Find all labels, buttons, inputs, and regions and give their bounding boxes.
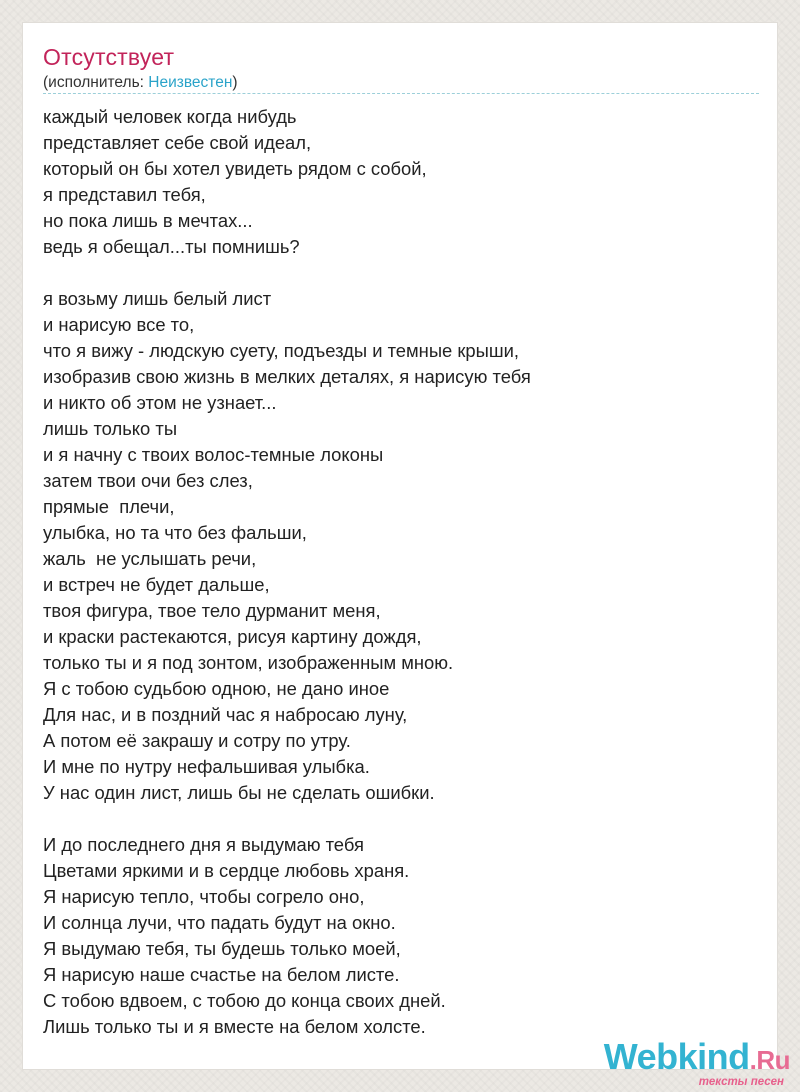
lyric-line: твоя фигура, твое тело дурманит меня, xyxy=(43,600,381,621)
lyric-line: я представил тебя, xyxy=(43,184,206,205)
lyric-line: У нас один лист, лишь бы не сделать ошибки. xyxy=(43,782,435,803)
lyric-line: жаль не услышать речи, xyxy=(43,548,257,569)
lyric-line: и нарисую все то, xyxy=(43,314,195,335)
artist-prefix: (исполнитель: xyxy=(43,74,149,91)
lyric-line: изобразив свою жизнь в мелких деталях, я нарисую тебя xyxy=(43,366,531,387)
brand-tld: .Ru xyxy=(749,1045,790,1075)
lyric-line: А потом её закрашу и сотру по утру. xyxy=(43,730,351,751)
lyric-line: Я нарисую тепло, чтобы согрело оно, xyxy=(43,886,365,907)
lyric-line: и я начну с твоих волос-темные локоны xyxy=(43,444,384,465)
lyric-line: каждый человек когда нибудь xyxy=(43,106,297,127)
lyric-line: С тобою вдвоем, с тобою до конца своих дней. xyxy=(43,990,446,1011)
lyric-line: лишь только ты xyxy=(43,418,178,439)
lyric-line: И мне по нутру нефальшивая улыбка. xyxy=(43,756,370,777)
lyric-line: улыбка, но та что без фальши, xyxy=(43,522,307,543)
lyric-line: только ты и я под зонтом, изображенным мною. xyxy=(43,652,454,673)
lyric-line: затем твои очи без слез, xyxy=(43,470,253,491)
lyric-line: Я с тобою судьбою одною, не дано иное xyxy=(43,678,390,699)
lyric-line: и никто об этом не узнает... xyxy=(43,392,277,413)
brand-name-text: Webkind xyxy=(603,1036,750,1077)
brand-name xyxy=(604,1036,790,1078)
lyric-line: что я вижу - людскую суету, подъезды и темные крыши, xyxy=(43,340,520,361)
song-title: Отсутствует xyxy=(43,44,175,70)
lyric-line: Я нарисую наше счастье на белом листе. xyxy=(43,964,400,985)
stanza xyxy=(43,832,763,1040)
stanza xyxy=(43,286,763,806)
divider xyxy=(43,93,759,94)
lyric-line: И до последнего дня я выдумаю тебя xyxy=(43,834,364,855)
lyric-line: Я выдумаю тебя, ты будешь только моей, xyxy=(43,938,401,959)
stanza xyxy=(43,104,763,260)
artist-link[interactable]: Неизвестен xyxy=(148,74,233,91)
lyric-line: И солнца лучи, что падать будут на окно. xyxy=(43,912,396,933)
lyric-line: я возьму лишь белый лист xyxy=(43,288,272,309)
lyric-line: представляет себе свой идеал, xyxy=(43,132,312,153)
lyric-line: и краски растекаются, рисуя картину дождя, xyxy=(43,626,422,647)
lyric-line: который он бы хотел увидеть рядом с собой, xyxy=(43,158,427,179)
lyric-line: Лишь только ты и я вместе на белом холсте. xyxy=(43,1016,426,1037)
artist-suffix: ) xyxy=(232,74,238,91)
brand-tagline: тексты песен xyxy=(698,1076,784,1088)
lyric-line: Для нас, и в поздний час я набросаю луну, xyxy=(43,704,408,725)
lyric-line: но пока лишь в мечтах... xyxy=(43,210,253,231)
lyrics-text xyxy=(43,104,763,1066)
lyric-line: ведь я обещал...ты помнишь? xyxy=(43,236,300,257)
artist-line xyxy=(43,74,238,92)
lyric-line: Цветами яркими и в сердце любовь храня. xyxy=(43,860,410,881)
lyric-line: прямые плечи, xyxy=(43,496,175,517)
lyric-line: и встреч не будет дальше, xyxy=(43,574,270,595)
site-logo[interactable] xyxy=(590,1036,790,1090)
lyrics-card xyxy=(22,22,778,1070)
